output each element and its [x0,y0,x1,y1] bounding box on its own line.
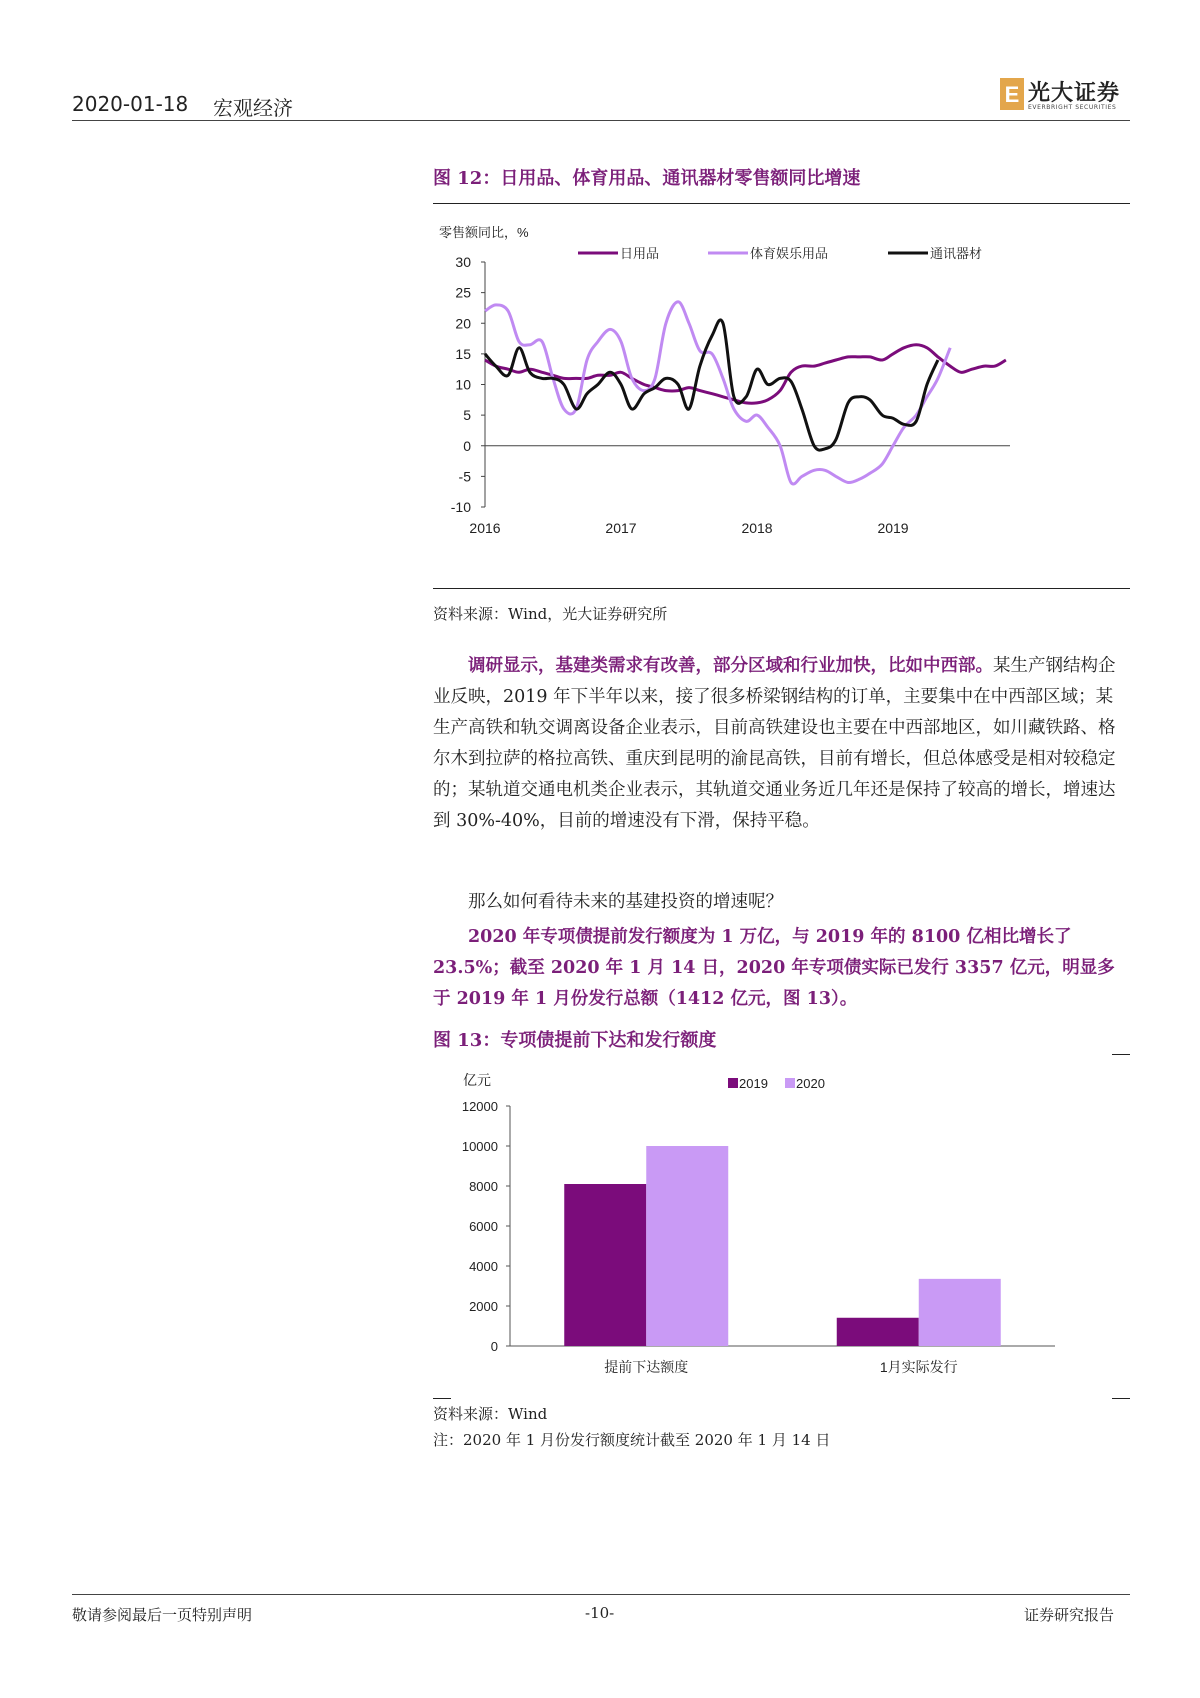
chart2-bar [564,1184,646,1346]
footer-divider [72,1594,1130,1595]
figure13-bottom-rule-left [433,1398,451,1399]
chart2-legend-swatch [728,1078,738,1088]
chart1-series-line [485,320,938,450]
paragraph-question: 那么如何看待未来的基建投资的增速呢？ [468,892,783,912]
chart1-y-tick-label: 30 [455,254,471,270]
figure12-bottom-rule [433,588,1130,589]
figure13-bottom-rule-right [1112,1398,1130,1399]
chart2-bar [837,1318,919,1346]
chart1-legend-label: 体育娱乐用品 [750,246,829,261]
paragraph-infrastructure-survey [433,651,1130,837]
logo-text-en: EVERBRIGHT SECURITIES [1028,104,1117,111]
header-divider [72,120,1130,121]
figure13-top-rule [1112,1054,1130,1055]
paragraph-special-bond: 2020 年专项债提前发行额度为 1 万亿，与 2019 年的 8100 亿相比增长了 23.5%；截至 2020 年 1 月 14 日，2020 年专项债实际已发行 3357 亿元，明显多于 2019 年 1 月份发行总额（1412 亿元，图 13）。 [433,927,1115,1009]
figure13-title: 图 13：专项债提前下达和发行额度 [433,1030,717,1051]
chart1-y-tick-label: 0 [463,437,471,454]
footer-disclaimer: 敬请参阅最后一页特别声明 [72,1606,253,1624]
chart2-legend-label: 2019 [739,1076,768,1091]
chart2-y-tick-label: 12000 [461,1099,498,1114]
chart1-y-tick-label: 25 [455,284,471,301]
company-logo [1000,78,1130,114]
figure13-bar-chart [433,1062,1130,1392]
footer-page-number: -10- [585,1604,615,1622]
figure12-line-chart [433,215,1130,585]
chart2-y-tick-label: 8000 [469,1179,498,1194]
logo-mark-letter: E [1004,82,1020,107]
logo-text-cn: 光大证券 [1028,80,1121,106]
chart2-legend-swatch [785,1078,795,1088]
chart2-bar [646,1146,728,1346]
chart1-ylabel: 零售额同比，% [439,225,529,240]
header-topic: 宏观经济 [213,96,293,120]
chart1-x-tick-label: 2019 [877,520,909,536]
chart2-y-tick-label: 6000 [469,1219,498,1234]
chart2-y-tick-label: 2000 [469,1299,498,1314]
chart1-y-tick-label: 20 [455,315,471,332]
chart2-bar [919,1279,1001,1346]
chart1-y-tick-label: 10 [455,376,471,393]
chart2-legend-label: 2020 [796,1076,825,1091]
chart1-y-tick-label: 15 [455,345,471,362]
chart1-legend-label: 日用品 [620,246,660,261]
chart1-x-tick-label: 2018 [741,520,773,536]
chart2-y-tick-label: 0 [490,1339,498,1354]
paragraph1-lead: 调研显示，基建类需求有改善，部分区域和行业加快，比如中西部。 [468,656,993,676]
header-date: 2020-01-18 [72,92,189,116]
chart1-x-tick-label: 2016 [469,520,501,536]
figure13-note: 注：2020 年 1 月份发行额度统计截至 2020 年 1 月 14 日 [433,1431,831,1449]
chart2-y-tick-label: 4000 [469,1259,498,1274]
chart2-category-label: 1月实际发行 [879,1359,958,1375]
paragraph1-body: 某生产钢结构企业反映，2019 年下半年以来，接了很多桥梁钢结构的订单，主要集中在中西部区域；某生产高铁和轨交调离设备企业表示，目前高铁建设也主要在中西部地区，如川藏铁路、格尔木到拉萨的格拉高铁、重庆到昆明的渝昆高铁，目前有增长，但总体感受是相对较稳定的；某轨道交通电机类企业表示，其轨道交通业务近几年还是保持了较高的增长，增速达到 30%-40%，目前的增速没有下滑，保持平稳。 [433,656,1116,831]
figure12-source: 资料来源：Wind，光大证券研究所 [433,605,668,623]
chart1-x-tick-label: 2017 [605,520,637,536]
footer-report-type: 证券研究报告 [1024,1606,1115,1624]
figure13-source: 资料来源：Wind [433,1405,548,1423]
chart2-ylabel: 亿元 [463,1072,491,1088]
logo-mark-icon [1000,78,1024,110]
chart1-y-tick-label: -5 [458,468,471,485]
figure12-title: 图 12：日用品、体育用品、通讯器材零售额同比增速 [433,168,861,189]
chart1-legend-label: 通讯器材 [930,246,983,261]
figure12-top-rule [433,203,1130,204]
chart1-y-tick-label: 5 [463,407,471,424]
chart1-y-tick-label: -10 [450,499,471,515]
chart1-series-line [485,302,950,484]
chart2-y-tick-label: 10000 [461,1139,498,1154]
chart2-category-label: 提前下达额度 [604,1359,689,1375]
